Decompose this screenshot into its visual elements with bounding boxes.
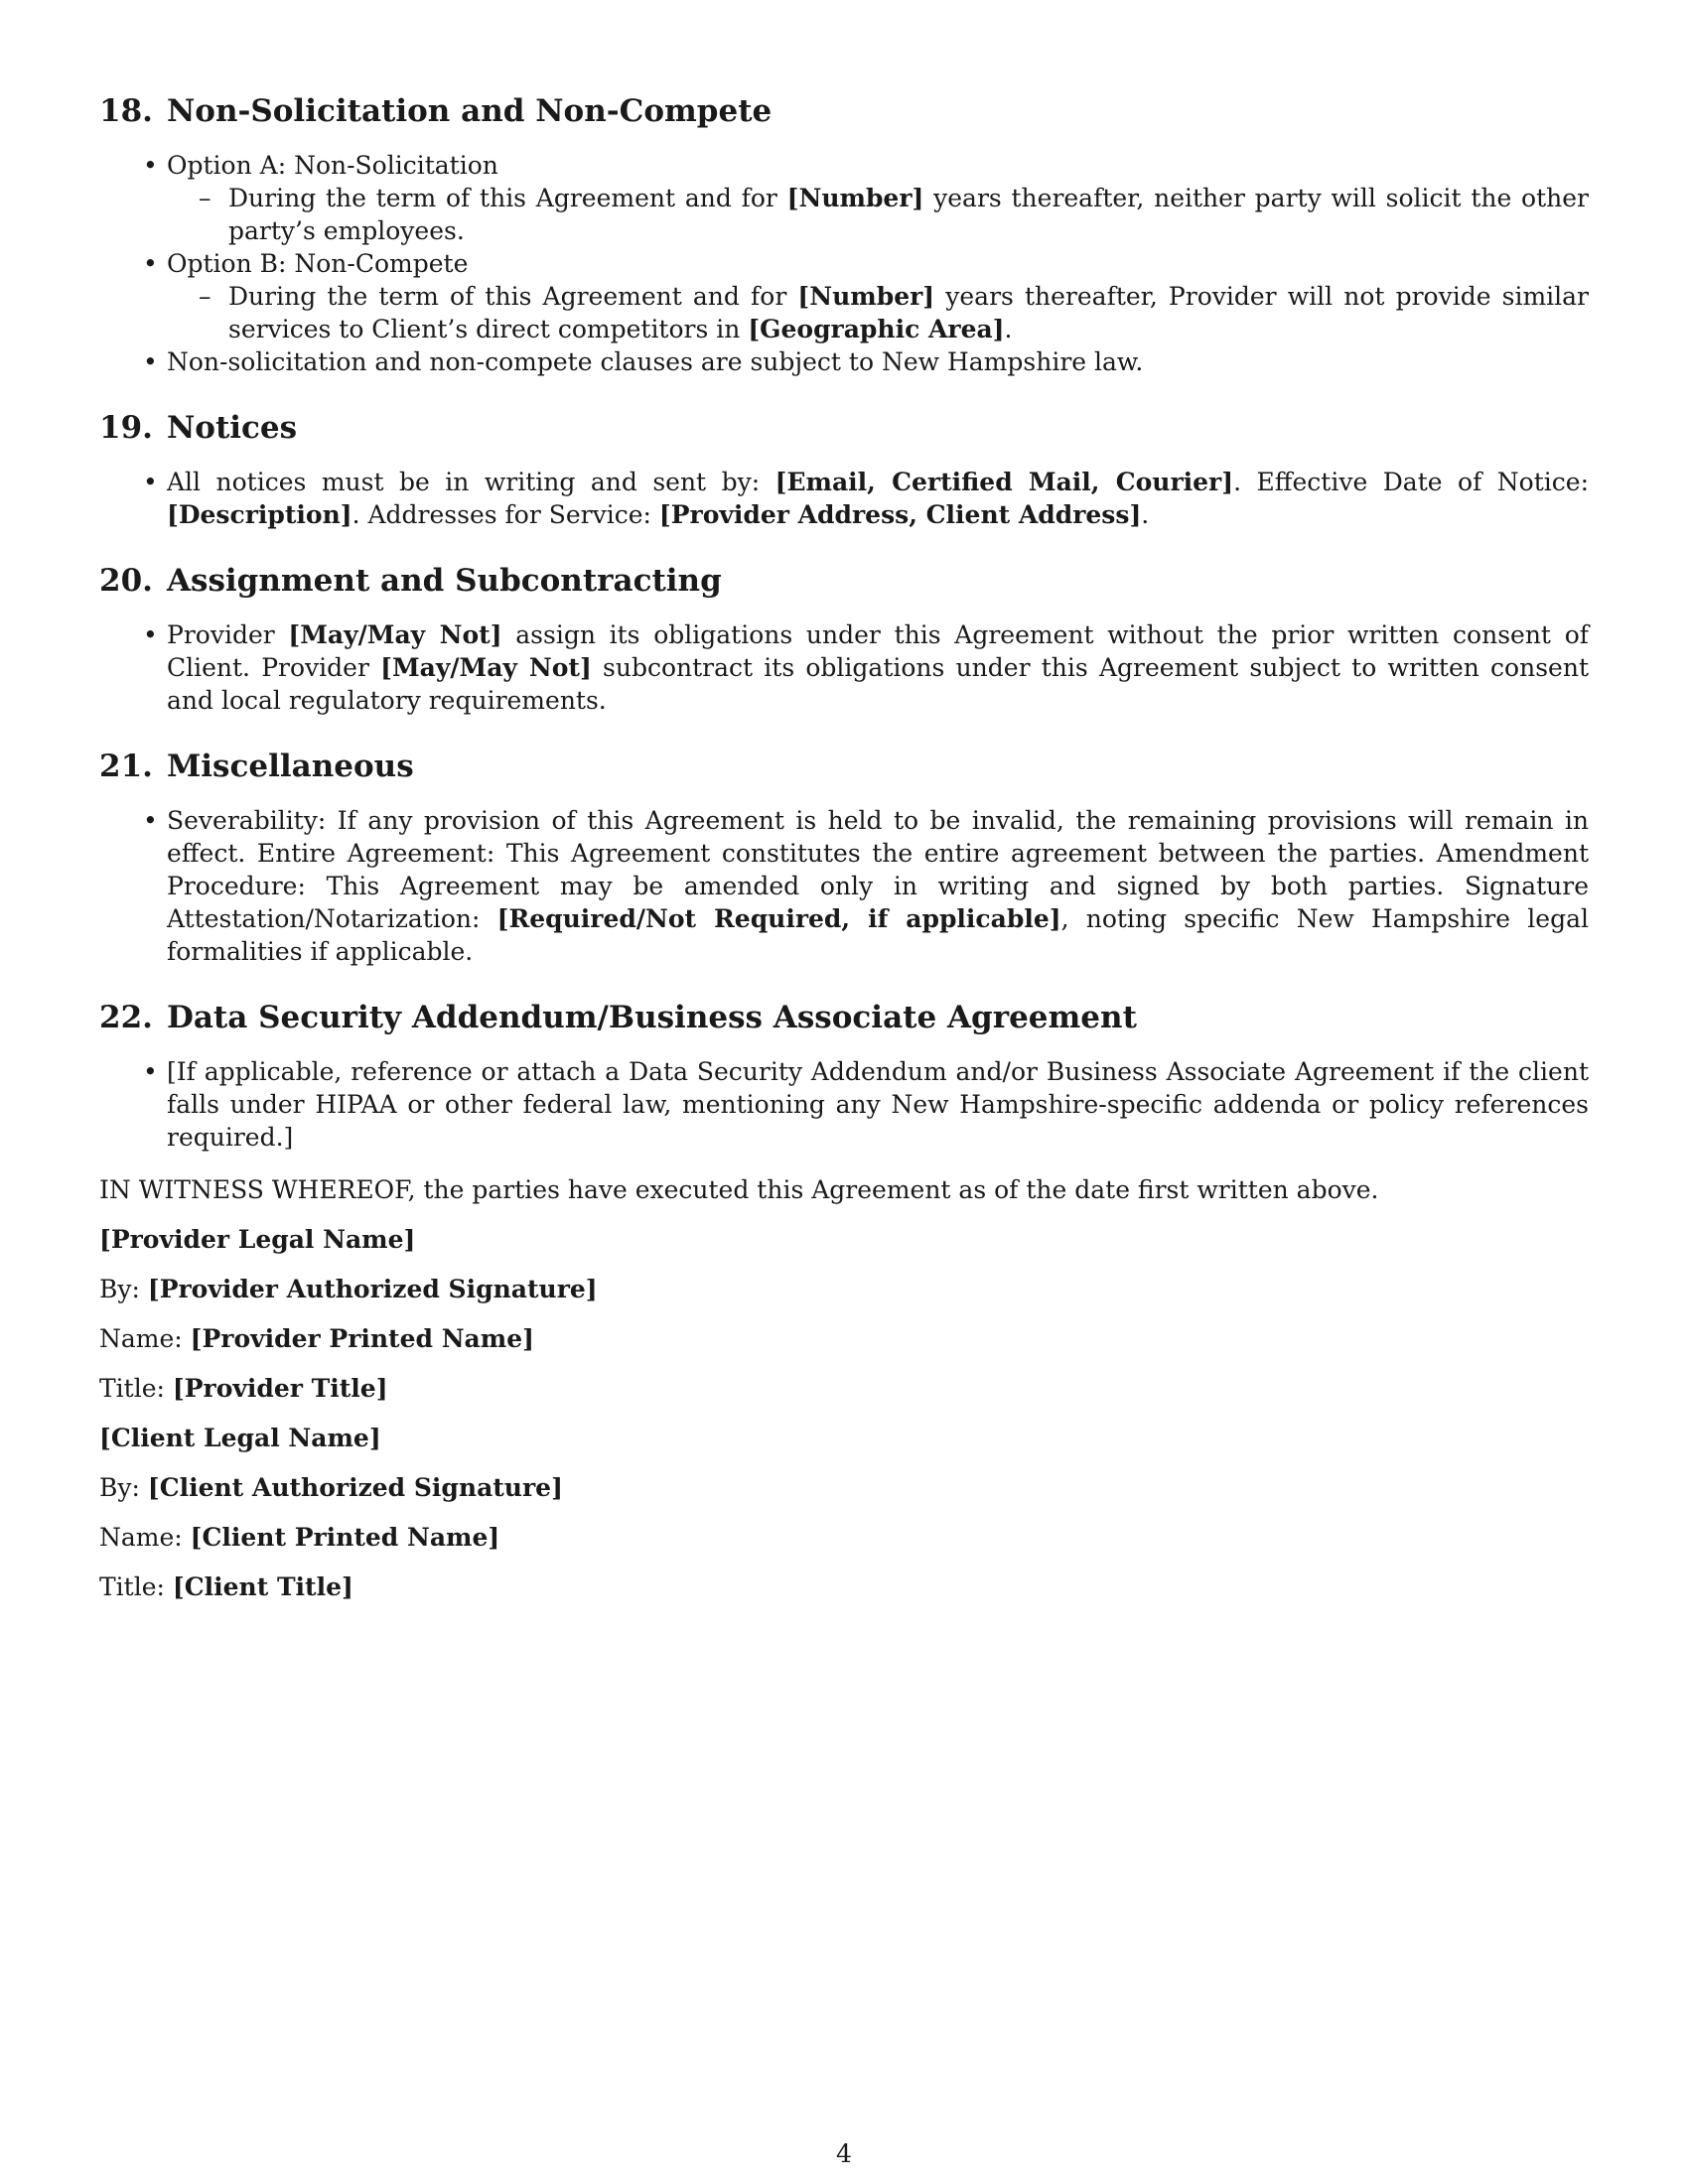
placeholder: [Provider Authorized Signature] xyxy=(147,1275,598,1303)
field-label: By: xyxy=(99,1473,148,1502)
section-title: Non-Solicitation and Non-Compete xyxy=(166,93,773,129)
placeholder: [Provider Legal Name] xyxy=(99,1225,416,1254)
option-label: Option B: Non-Compete xyxy=(167,249,469,278)
placeholder: [Provider Title] xyxy=(172,1374,388,1403)
provider-name-line xyxy=(99,1322,1589,1355)
page-number: 4 xyxy=(836,2139,852,2168)
placeholder: [Number] xyxy=(786,184,924,212)
clause-text: . xyxy=(1004,315,1013,343)
placeholder: [Client Legal Name] xyxy=(99,1424,381,1452)
option-label: Option A: Non-Solicitation xyxy=(167,151,498,180)
list-item xyxy=(99,149,1589,247)
client-title-line xyxy=(99,1570,1589,1603)
clause-text: All notices must be in writing and sent by: xyxy=(167,468,775,496)
sub-list xyxy=(167,280,1589,345)
placeholder: [May/May Not] xyxy=(288,620,502,649)
section-title: Notices xyxy=(166,410,298,446)
section-20 xyxy=(99,561,1589,717)
clause-text: . Effective Date of Notice: xyxy=(1233,468,1589,496)
section-heading xyxy=(99,408,1589,448)
clause-text: assign its obligations under this Agreement without the prior written consent of Client. Provider xyxy=(167,620,1589,682)
clause-text: . Addresses for Service: xyxy=(352,500,659,529)
bullet-list xyxy=(99,804,1589,968)
field-label: Title: xyxy=(99,1572,173,1601)
section-19 xyxy=(99,408,1589,531)
bullet-list xyxy=(99,466,1589,531)
field-label: Title: xyxy=(99,1374,173,1403)
clause-text: [If applicable, reference or attach a Data Security Addendum and/or Business Associate Agreement if the client falls under HIPAA or other federal law, mentioning any New Hampshire-specific addenda or policy references required.] xyxy=(167,1057,1589,1152)
list-item xyxy=(167,280,1589,345)
placeholder: [Number] xyxy=(797,282,935,311)
list-item xyxy=(99,466,1589,531)
section-heading xyxy=(99,91,1589,131)
section-18 xyxy=(99,91,1589,378)
clause-text: , noting specific New Hampshire legal formalities if applicable. xyxy=(167,904,1589,966)
section-title: Data Security Addendum/Business Associate Agreement xyxy=(166,1000,1137,1035)
client-name-line xyxy=(99,1521,1589,1554)
provider-title-line xyxy=(99,1372,1589,1405)
witness-statement: IN WITNESS WHEREOF, the parties have executed this Agreement as of the date first written above. xyxy=(99,1175,1379,1204)
clause-text: During the term of this Agreement and for xyxy=(228,184,787,212)
bullet-list xyxy=(99,149,1589,378)
section-title: Miscellaneous xyxy=(166,749,414,784)
placeholder: [Email, Certified Mail, Courier] xyxy=(774,468,1234,496)
list-item xyxy=(99,247,1589,345)
provider-signature-block xyxy=(99,1223,1589,1405)
placeholder: [May/May Not] xyxy=(380,653,592,682)
section-heading xyxy=(99,747,1589,786)
section-heading xyxy=(99,561,1589,601)
field-label: Name: xyxy=(99,1324,191,1353)
section-heading xyxy=(99,998,1589,1037)
placeholder: [Client Authorized Signature] xyxy=(147,1473,563,1502)
section-number: 19. xyxy=(99,410,153,446)
document-page xyxy=(99,91,1589,1620)
clause-text: subcontract its obligations under this Agreement subject to written consent and local regulatory requirements. xyxy=(167,653,1589,715)
list-item xyxy=(99,1055,1589,1154)
field-label: By: xyxy=(99,1275,148,1303)
client-signature-block xyxy=(99,1422,1589,1603)
section-title: Assignment and Subcontracting xyxy=(166,563,722,599)
bullet-list xyxy=(99,618,1589,717)
section-number: 21. xyxy=(99,749,153,784)
provider-legal-name xyxy=(99,1223,1589,1256)
provider-by-line xyxy=(99,1273,1589,1305)
placeholder: [Provider Address, Client Address] xyxy=(658,500,1142,529)
section-number: 22. xyxy=(99,1000,153,1035)
client-legal-name xyxy=(99,1422,1589,1454)
client-by-line xyxy=(99,1471,1589,1504)
clause-text: years thereafter, neither party will solicit the other party’s employees. xyxy=(228,184,1589,245)
clause-text: . xyxy=(1141,500,1150,529)
list-item xyxy=(99,618,1589,717)
bullet-list xyxy=(99,1055,1589,1154)
list-item xyxy=(167,182,1589,247)
sub-list xyxy=(167,182,1589,247)
clause-text: Provider xyxy=(167,620,289,649)
list-item xyxy=(99,804,1589,968)
placeholder: [Client Title] xyxy=(172,1572,353,1601)
placeholder: [Geographic Area] xyxy=(748,315,1005,343)
clause-text: During the term of this Agreement and for xyxy=(228,282,798,311)
placeholder: [Description] xyxy=(167,500,352,529)
clause-text: Non-solicitation and non-compete clauses are subject to New Hampshire law. xyxy=(167,347,1144,376)
clause-text: years thereafter, Provider will not provide similar services to Client’s direct competitors in xyxy=(228,282,1590,343)
section-number: 18. xyxy=(99,93,153,129)
list-item xyxy=(99,345,1589,378)
field-label: Name: xyxy=(99,1523,191,1552)
placeholder: [Required/Not Required, if applicable] xyxy=(496,904,1061,933)
section-21 xyxy=(99,747,1589,968)
placeholder: [Client Printed Name] xyxy=(190,1523,500,1552)
section-number: 20. xyxy=(99,563,153,599)
placeholder: [Provider Printed Name] xyxy=(190,1324,534,1353)
clause-text: Severability: If any provision of this Agreement is held to be invalid, the remaining provisions will remain in effect. Entire Agreement: This Agreement constitutes the entire agreement between the parties. Amendment Procedure: This Agreement may be amended only in writing and signed by both parties. Signature Attestation/Notarization: xyxy=(167,806,1589,933)
section-22 xyxy=(99,998,1589,1154)
